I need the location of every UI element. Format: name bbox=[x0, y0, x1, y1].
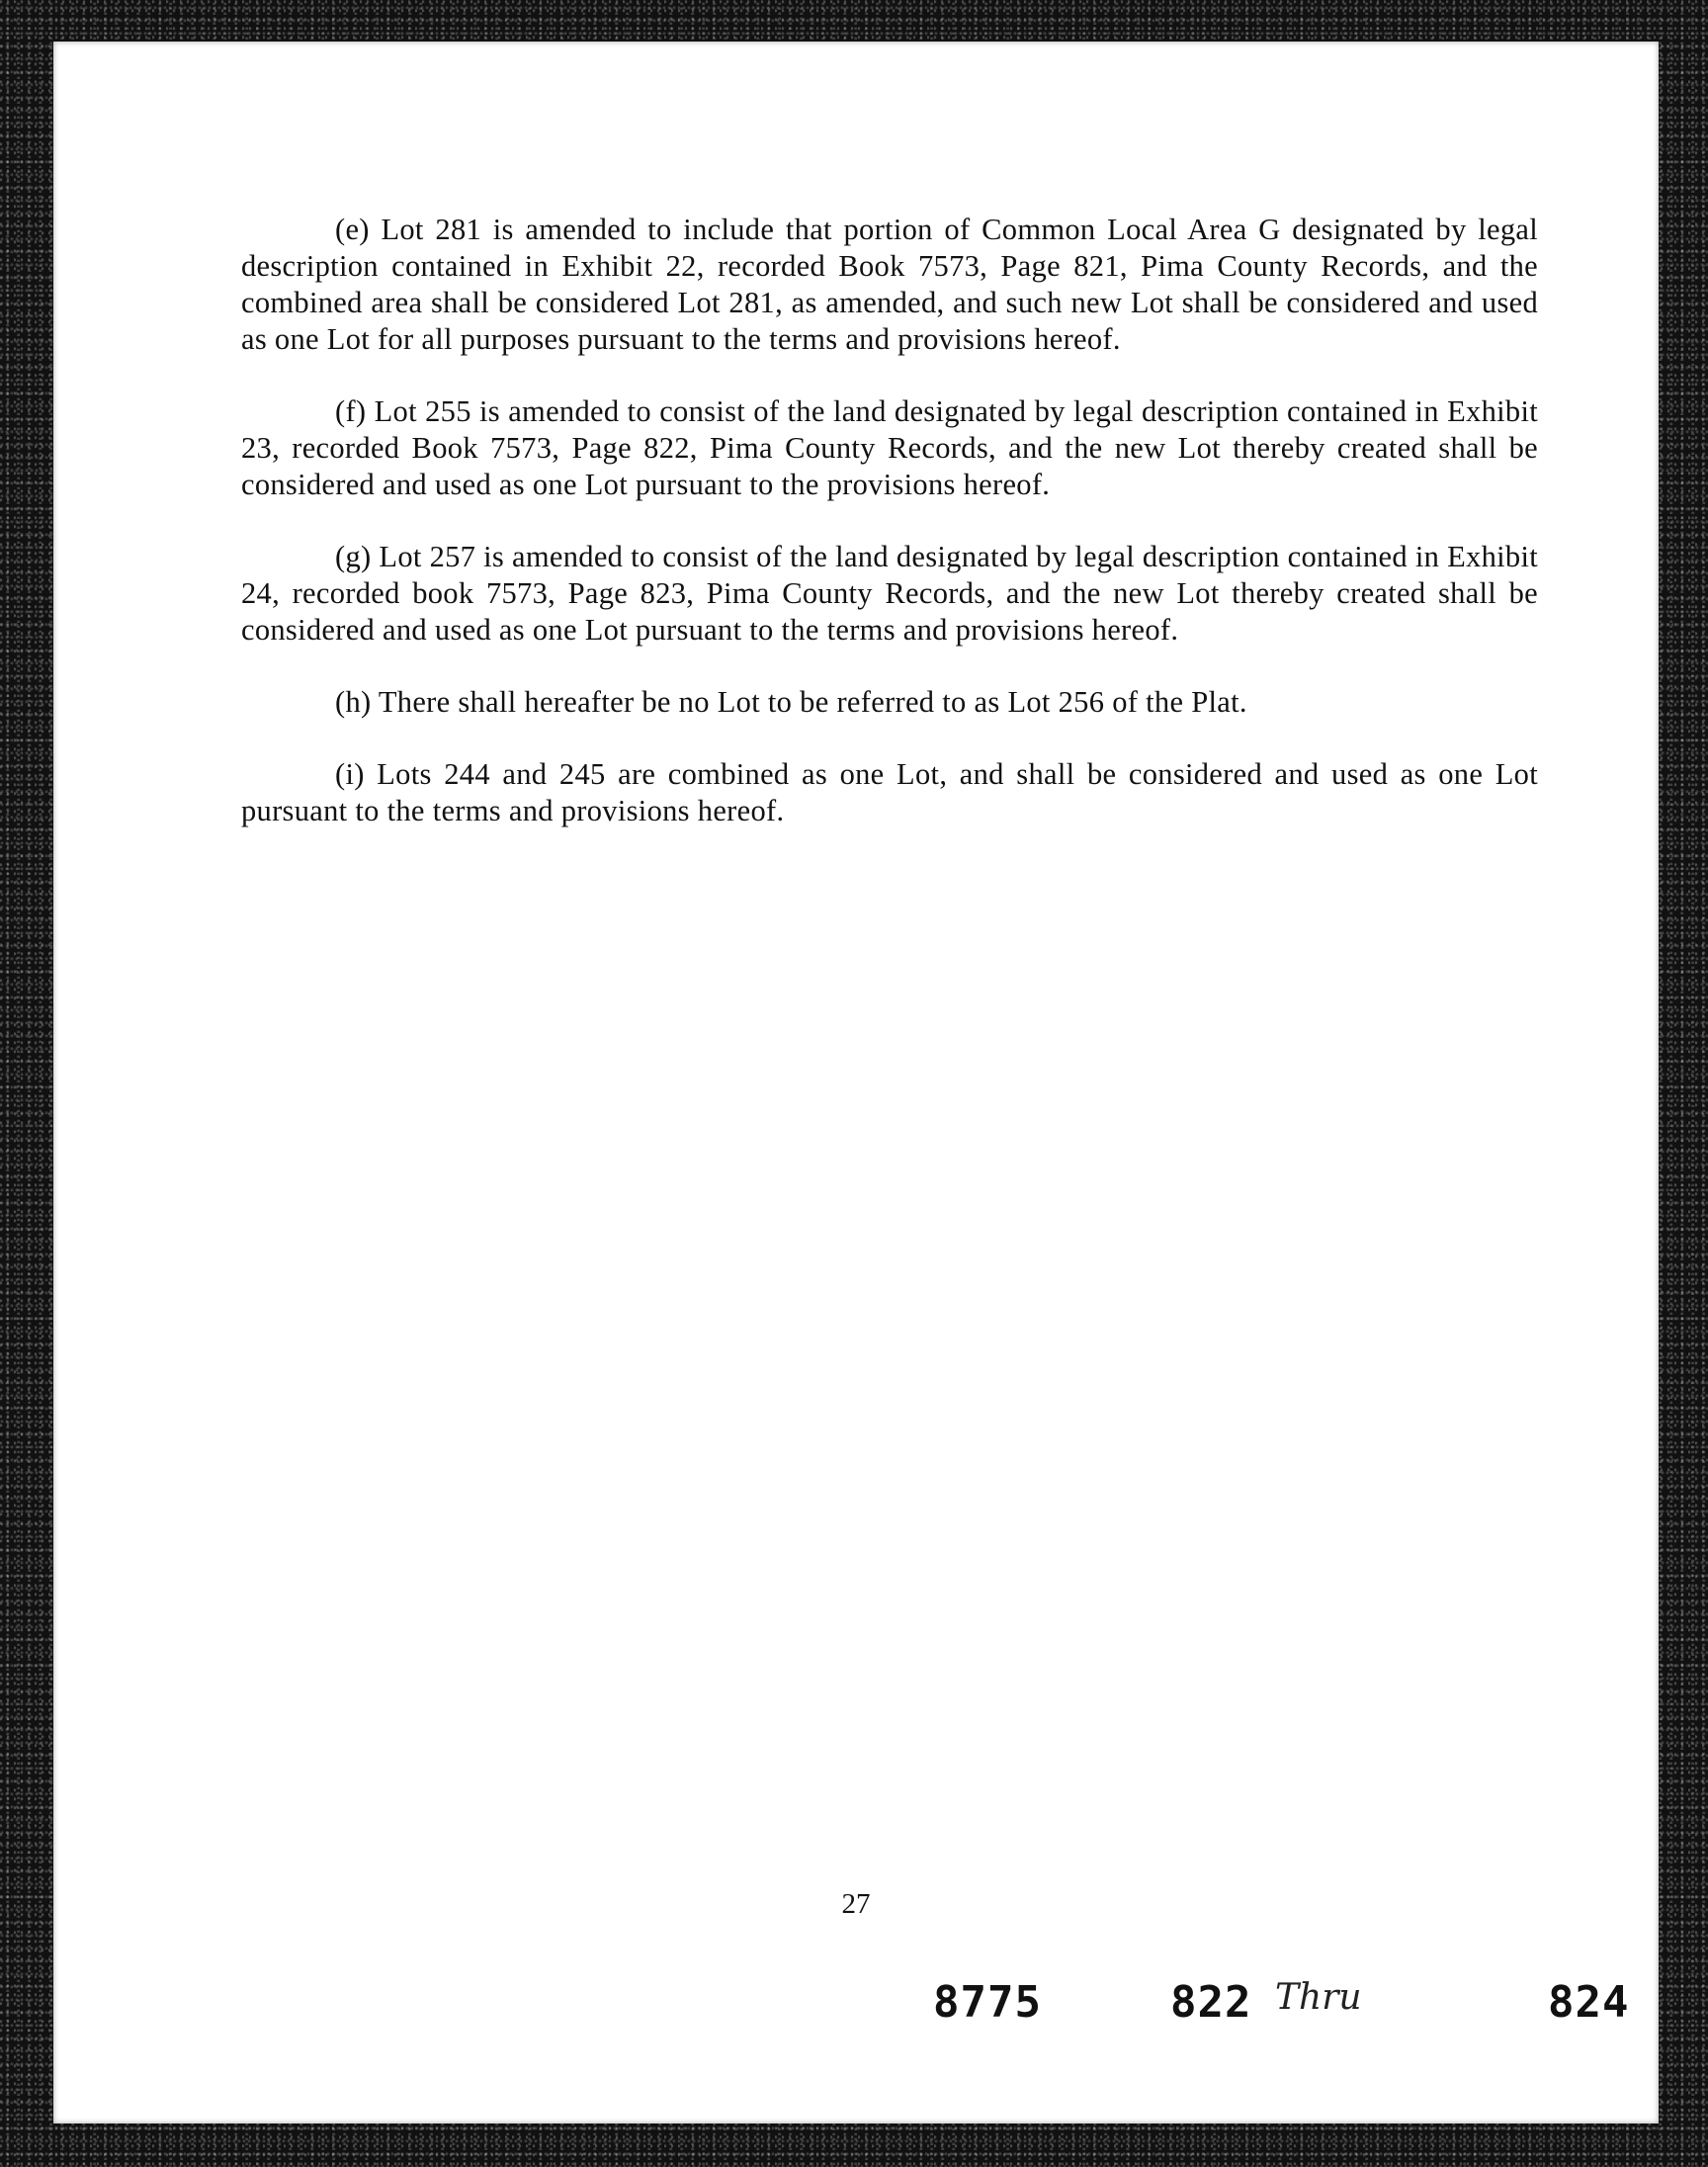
document-page bbox=[53, 42, 1659, 2124]
recording-thru-handwritten: Thru bbox=[1275, 1977, 1362, 2018]
recording-page-from: 822 bbox=[1170, 1977, 1252, 2028]
paragraph-f: (f) Lot 255 is amended to consist of the land designated by legal description contained in Exhibit 23, recorded Book 7573, Page 822, Pima County Records, and the new Lot thereby created shall be considered and used as one Lot pursuant to the provisions hereof. bbox=[241, 394, 1538, 501]
recording-page-to: 824 bbox=[1548, 1977, 1630, 2028]
paragraph-i: (i) Lots 244 and 245 are combined as one Lot, and shall be considered and used as one Lot pursuant to the terms and provisions hereof. bbox=[241, 757, 1538, 827]
recording-book-number: 8775 bbox=[933, 1977, 1042, 2028]
paragraph-e: (e) Lot 281 is amended to include that portion of Common Local Area G designated by legal description contained in Exhibit 22, recorded Book 7573, Page 821, Pima County Records, and the combined area shall be considered Lot 281, as amended, and such new Lot shall be considered and used as one Lot for all purposes pursuant to the terms and provisions hereof. bbox=[241, 213, 1538, 356]
document-body bbox=[241, 212, 1538, 865]
paragraph-g: (g) Lot 257 is amended to consist of the land designated by legal description contained in Exhibit 24, recorded book 7573, Page 823, Pima County Records, and the new Lot thereby created shall be considered and used as one Lot pursuant to the terms and provisions hereof. bbox=[241, 540, 1538, 647]
page-number: 27 bbox=[841, 1888, 871, 1920]
paragraph-h: (h) There shall hereafter be no Lot to be referred to as Lot 256 of the Plat. bbox=[335, 685, 1247, 719]
